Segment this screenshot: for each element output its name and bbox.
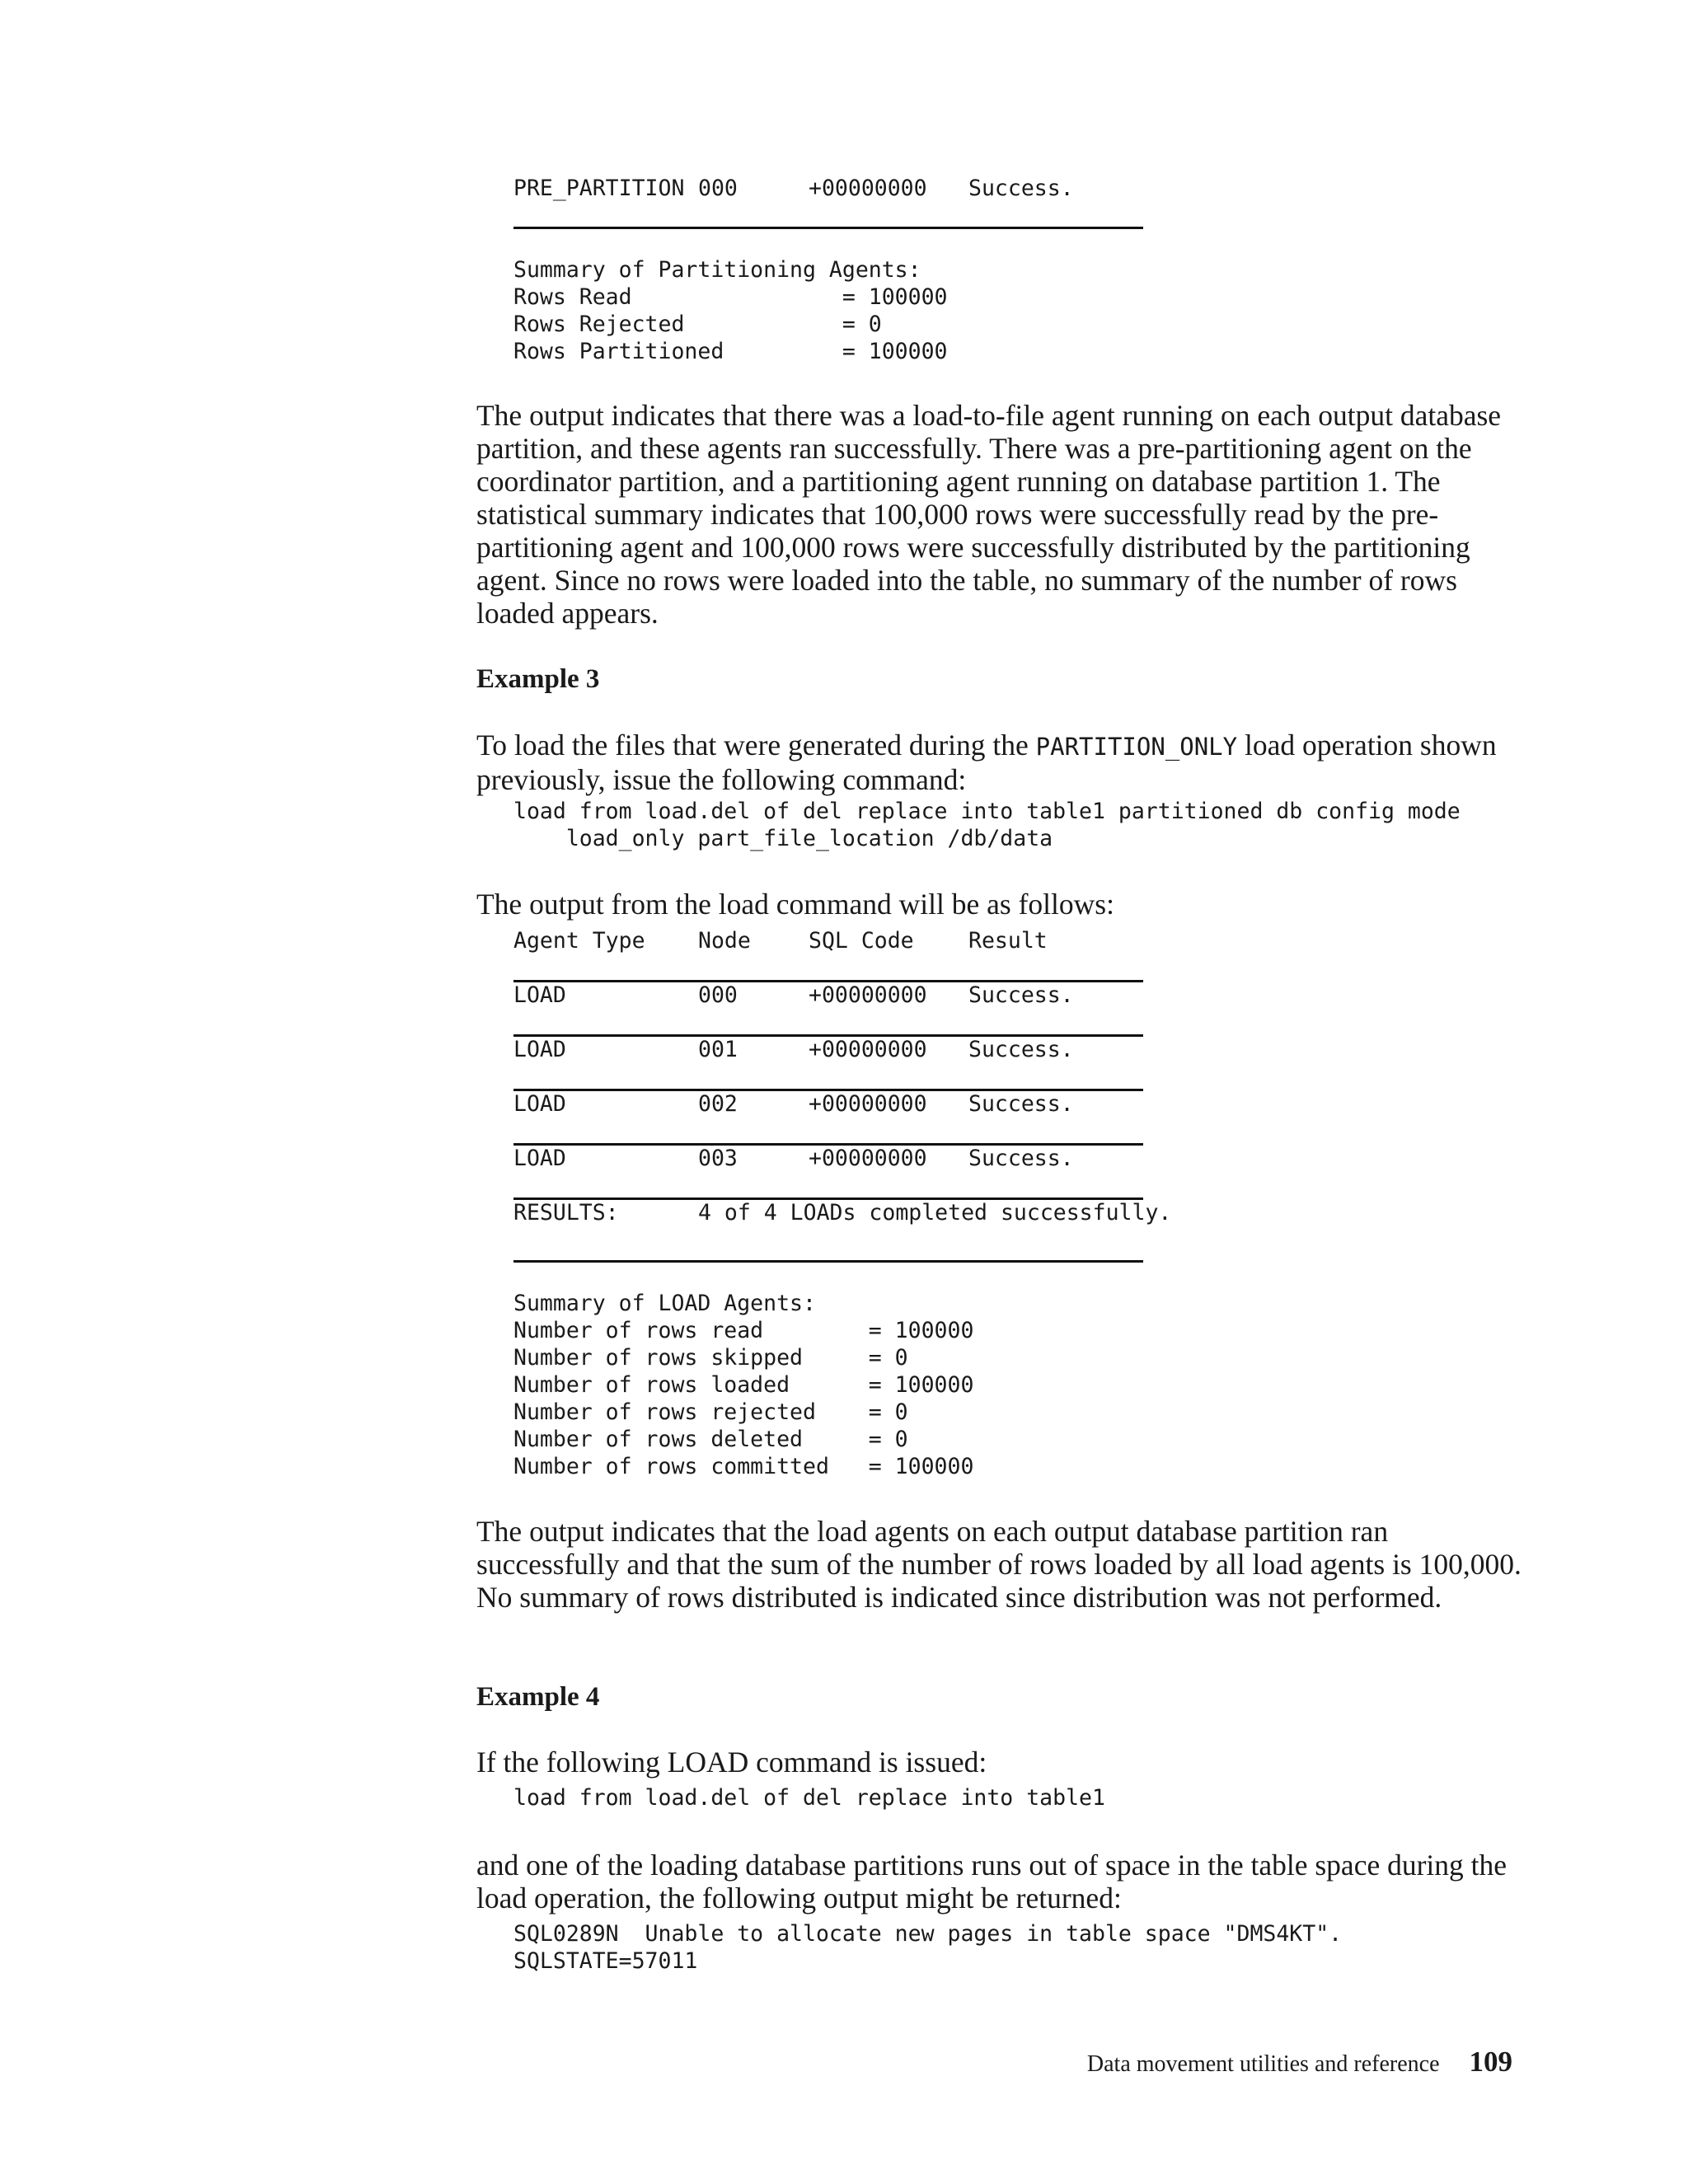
load-summary-line: Number of rows committed = 100000 bbox=[513, 1454, 974, 1479]
column-header-result: Result bbox=[968, 928, 1048, 954]
load-summary-line: Number of rows deleted = 0 bbox=[513, 1427, 908, 1452]
example-3-heading: Example 3 bbox=[476, 664, 600, 694]
table-divider bbox=[513, 1260, 1143, 1263]
partitioning-summary-line: Rows Read = 100000 bbox=[513, 284, 948, 310]
load-summary-line: Number of rows skipped = 0 bbox=[513, 1345, 908, 1371]
results-row bbox=[513, 1199, 1172, 1226]
example-3-conclusion: The output indicates that the load agents on each output database partition ran successfully and that the sum of the number of rows loaded by all load agents is 100,000. No summary of rows distributed is indicated since distribution was not performed. bbox=[476, 1515, 1522, 1614]
column-header-node: Node bbox=[698, 928, 751, 954]
partitioning-summary-line: Rows Rejected = 0 bbox=[513, 312, 882, 337]
table-header bbox=[513, 927, 1143, 954]
example-3-command: load from load.del of del replace into table1 partitioned db config mode load_only part_file_location /db/data bbox=[513, 799, 1461, 851]
page-number: 109 bbox=[1469, 2046, 1512, 2078]
column-header-agent-type: Agent Type bbox=[513, 928, 645, 954]
table-divider bbox=[513, 227, 1143, 229]
agent-type-cell: PRE_PARTITION bbox=[513, 176, 685, 201]
partitioning-summary-line: Rows Partitioned = 100000 bbox=[513, 339, 948, 364]
result-cell: Success. bbox=[968, 176, 1074, 201]
example-4-command: load from load.del of del replace into table1 bbox=[513, 1785, 1105, 1811]
table-row: LOAD 000 +00000000 Success. bbox=[513, 982, 1074, 1008]
table-row bbox=[513, 175, 1143, 202]
paragraph-output-explanation: The output indicates that there was a load-to-file agent running on each output database partition, and these agents ran successfully. There was a pre-partitioning agent on the coordinator partition, and a partitioning agent running on database partition 1. The statistical summary indicates that 100,000 rows were successfully read by the pre-partitioning agent and 100,000 rows were successfully distributed by the partitioning agent. Since no rows were loaded into the table, no summary of the number of rows loaded appears. bbox=[476, 399, 1502, 630]
sql-code-cell: +00000000 bbox=[809, 176, 927, 201]
example-4-heading: Example 4 bbox=[476, 1682, 600, 1712]
node-cell: 000 bbox=[698, 176, 738, 201]
table-row: LOAD 003 +00000000 Success. bbox=[513, 1146, 1074, 1171]
load-summary-line: Number of rows rejected = 0 bbox=[513, 1399, 908, 1425]
column-header-sql-code: SQL Code bbox=[809, 928, 914, 954]
page-footer bbox=[1087, 2046, 1512, 2081]
table-row: LOAD 001 +00000000 Success. bbox=[513, 1037, 1074, 1062]
load-summary-title: Summary of LOAD Agents: bbox=[513, 1291, 816, 1316]
footer-title: Data movement utilities and reference bbox=[1086, 2051, 1440, 2077]
load-summary-line: Number of rows loaded = 100000 bbox=[513, 1372, 974, 1398]
example-4-intro: If the following LOAD command is issued: bbox=[476, 1746, 987, 1779]
example-4-error-output: SQL0289N Unable to allocate new pages in table space "DMS4KT". SQLSTATE=57011 bbox=[513, 1921, 1343, 1974]
inline-code: PARTITION_ONLY bbox=[1035, 733, 1238, 761]
table-row: LOAD 002 +00000000 Success. bbox=[513, 1091, 1074, 1117]
example-4-explanation: and one of the loading database partitions runs out of space in the table space during the load operation, the following output might be returned: bbox=[476, 1849, 1507, 1915]
example-3-intro: To load the files that were generated during the PARTITION_ONLY load operation shown previously, issue the following command: bbox=[476, 729, 1497, 796]
results-label: RESULTS: bbox=[513, 1200, 619, 1226]
partitioning-summary-title: Summary of Partitioning Agents: bbox=[513, 257, 921, 283]
results-text: 4 of 4 LOADs completed successfully. bbox=[698, 1200, 1172, 1226]
load-summary-line: Number of rows read = 100000 bbox=[513, 1318, 974, 1343]
example-3-output-intro: The output from the load command will be as follows: bbox=[476, 888, 1114, 921]
